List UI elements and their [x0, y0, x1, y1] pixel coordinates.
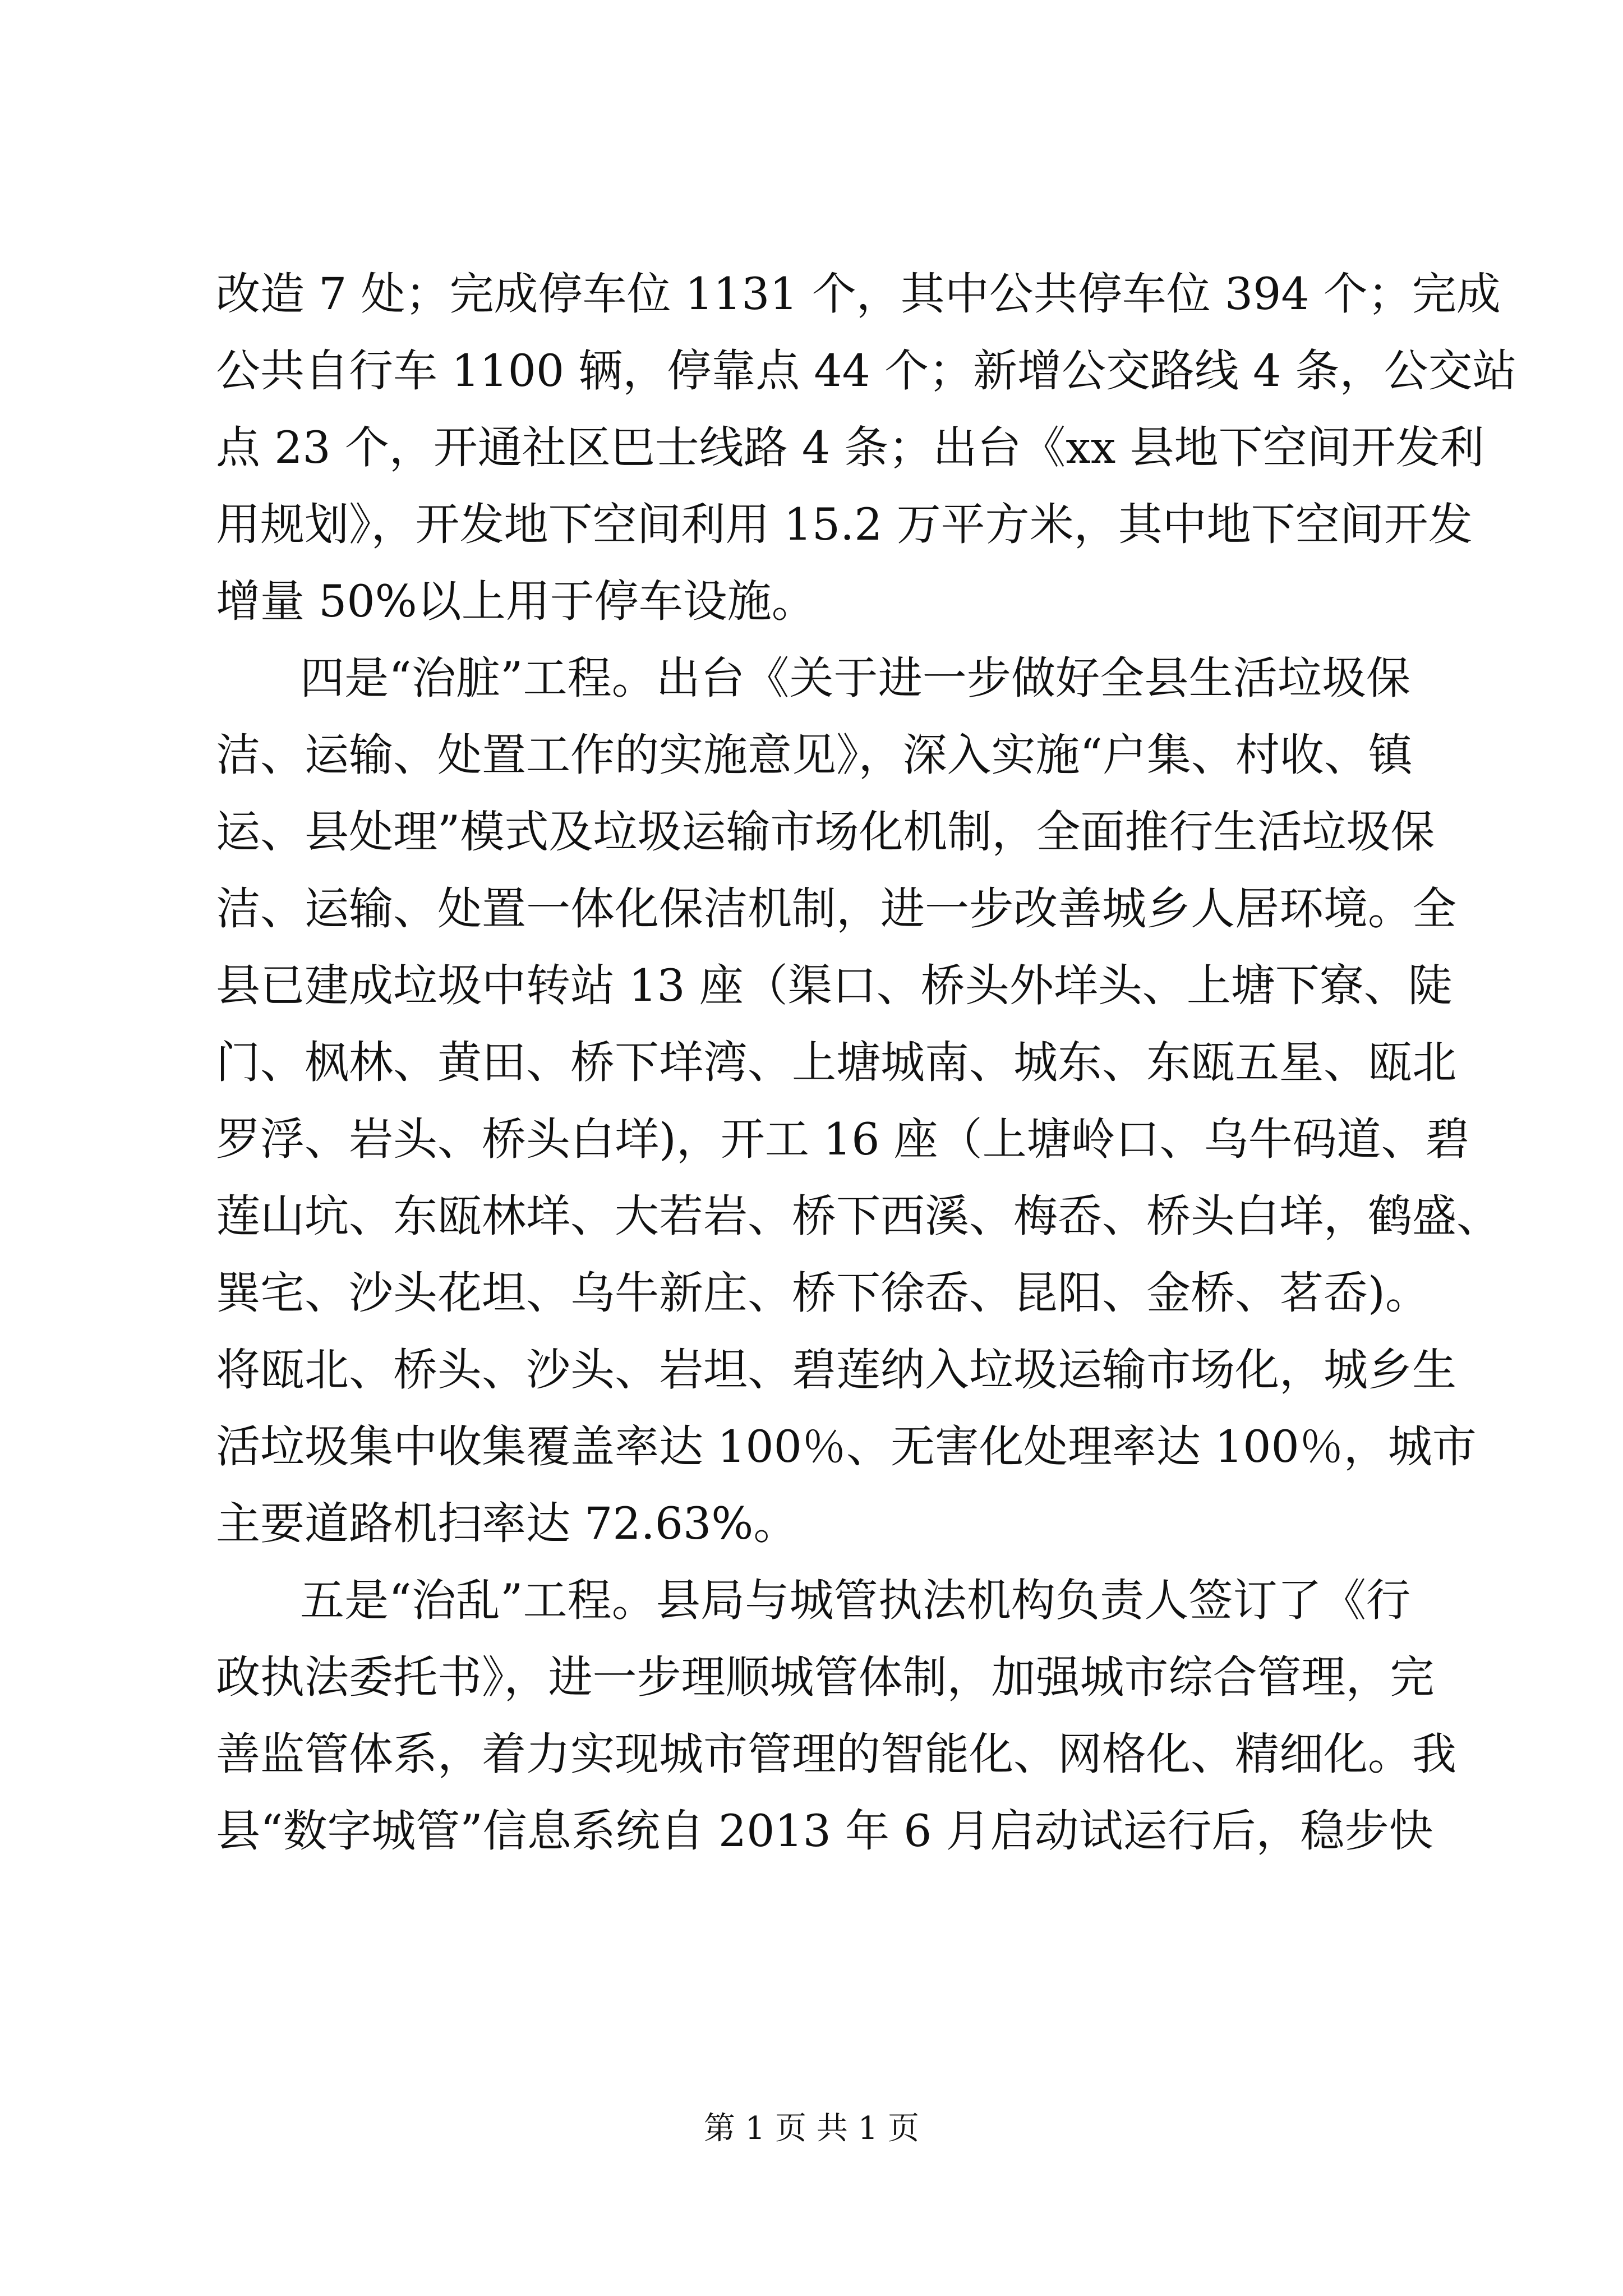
- paragraph-start-line: 五是“治乱”工程。县局与城管执法机构负责人签订了《行: [300, 1575, 1410, 1626]
- body-text-line: 莲山坑、东瓯林垟、大若岩、桥下西溪、梅岙、桥头白垟，鹤盛、: [216, 1190, 1501, 1242]
- body-text-line: 主要道路机扫率达 72.63%。: [216, 1498, 798, 1549]
- body-text-line: 洁、运输、处置工作的实施意见》，深入实施“户集、村收、镇: [216, 729, 1413, 781]
- body-text-line: 将瓯北、桥头、沙头、岩坦、碧莲纳入垃圾运输市场化，城乡生: [216, 1344, 1456, 1396]
- body-text-line: 用规划》，开发地下空间利用 15.2 万平方米，其中地下空间开发: [216, 499, 1473, 550]
- body-text-line: 政执法委托书》，进一步理顺城管体制，加强城市综合管理，完: [216, 1651, 1435, 1703]
- body-text-line: 运、县处理”模式及垃圾运输市场化机制，全面推行生活垃圾保: [216, 806, 1435, 858]
- body-text-line: 洁、运输、处置一体化保洁机制，进一步改善城乡人居环境。全: [216, 883, 1456, 935]
- body-text-line: 罗浮、岩头、桥头白垟)，开工 16 座（上塘岭口、乌牛码道、碧: [216, 1114, 1470, 1165]
- body-text-line: 县“数字城管”信息系统自 2013 年 6 月启动试运行后，稳步快: [216, 1805, 1433, 1857]
- body-text-line: 点 23 个，开通社区巴士线路 4 条；出台《xx 县地下空间开发利: [216, 422, 1484, 473]
- body-text-line: 门、枫林、黄田、桥下垟湾、上塘城南、城东、东瓯五星、瓯北: [216, 1037, 1456, 1088]
- page-footer: 第 1 页 共 1 页: [703, 2110, 920, 2147]
- body-text-line: 活垃圾集中收集覆盖率达 100％、无害化处理率达 100％，城市: [216, 1421, 1477, 1473]
- paragraph-start-line: 四是“治脏”工程。出台《关于进一步做好全县生活垃圾保: [300, 652, 1410, 704]
- body-text-line: 公共自行车 1100 辆，停靠点 44 个；新增公交路线 4 条，公交站: [216, 345, 1517, 397]
- body-text-line: 改造 7 处；完成停车位 1131 个，其中公共停车位 394 个；完成: [216, 268, 1501, 320]
- body-text-line: 巽宅、沙头花坦、乌牛新庄、桥下徐岙、昆阳、金桥、茗岙)。: [216, 1267, 1430, 1319]
- body-text-line: 县已建成垃圾中转站 13 座（渠口、桥头外垟头、上塘下寮、陡: [216, 960, 1453, 1011]
- body-text-line: 增量 50%以上用于停车设施。: [216, 576, 816, 627]
- body-text-line: 善监管体系，着力实现城市管理的智能化、网格化、精细化。我: [216, 1728, 1456, 1780]
